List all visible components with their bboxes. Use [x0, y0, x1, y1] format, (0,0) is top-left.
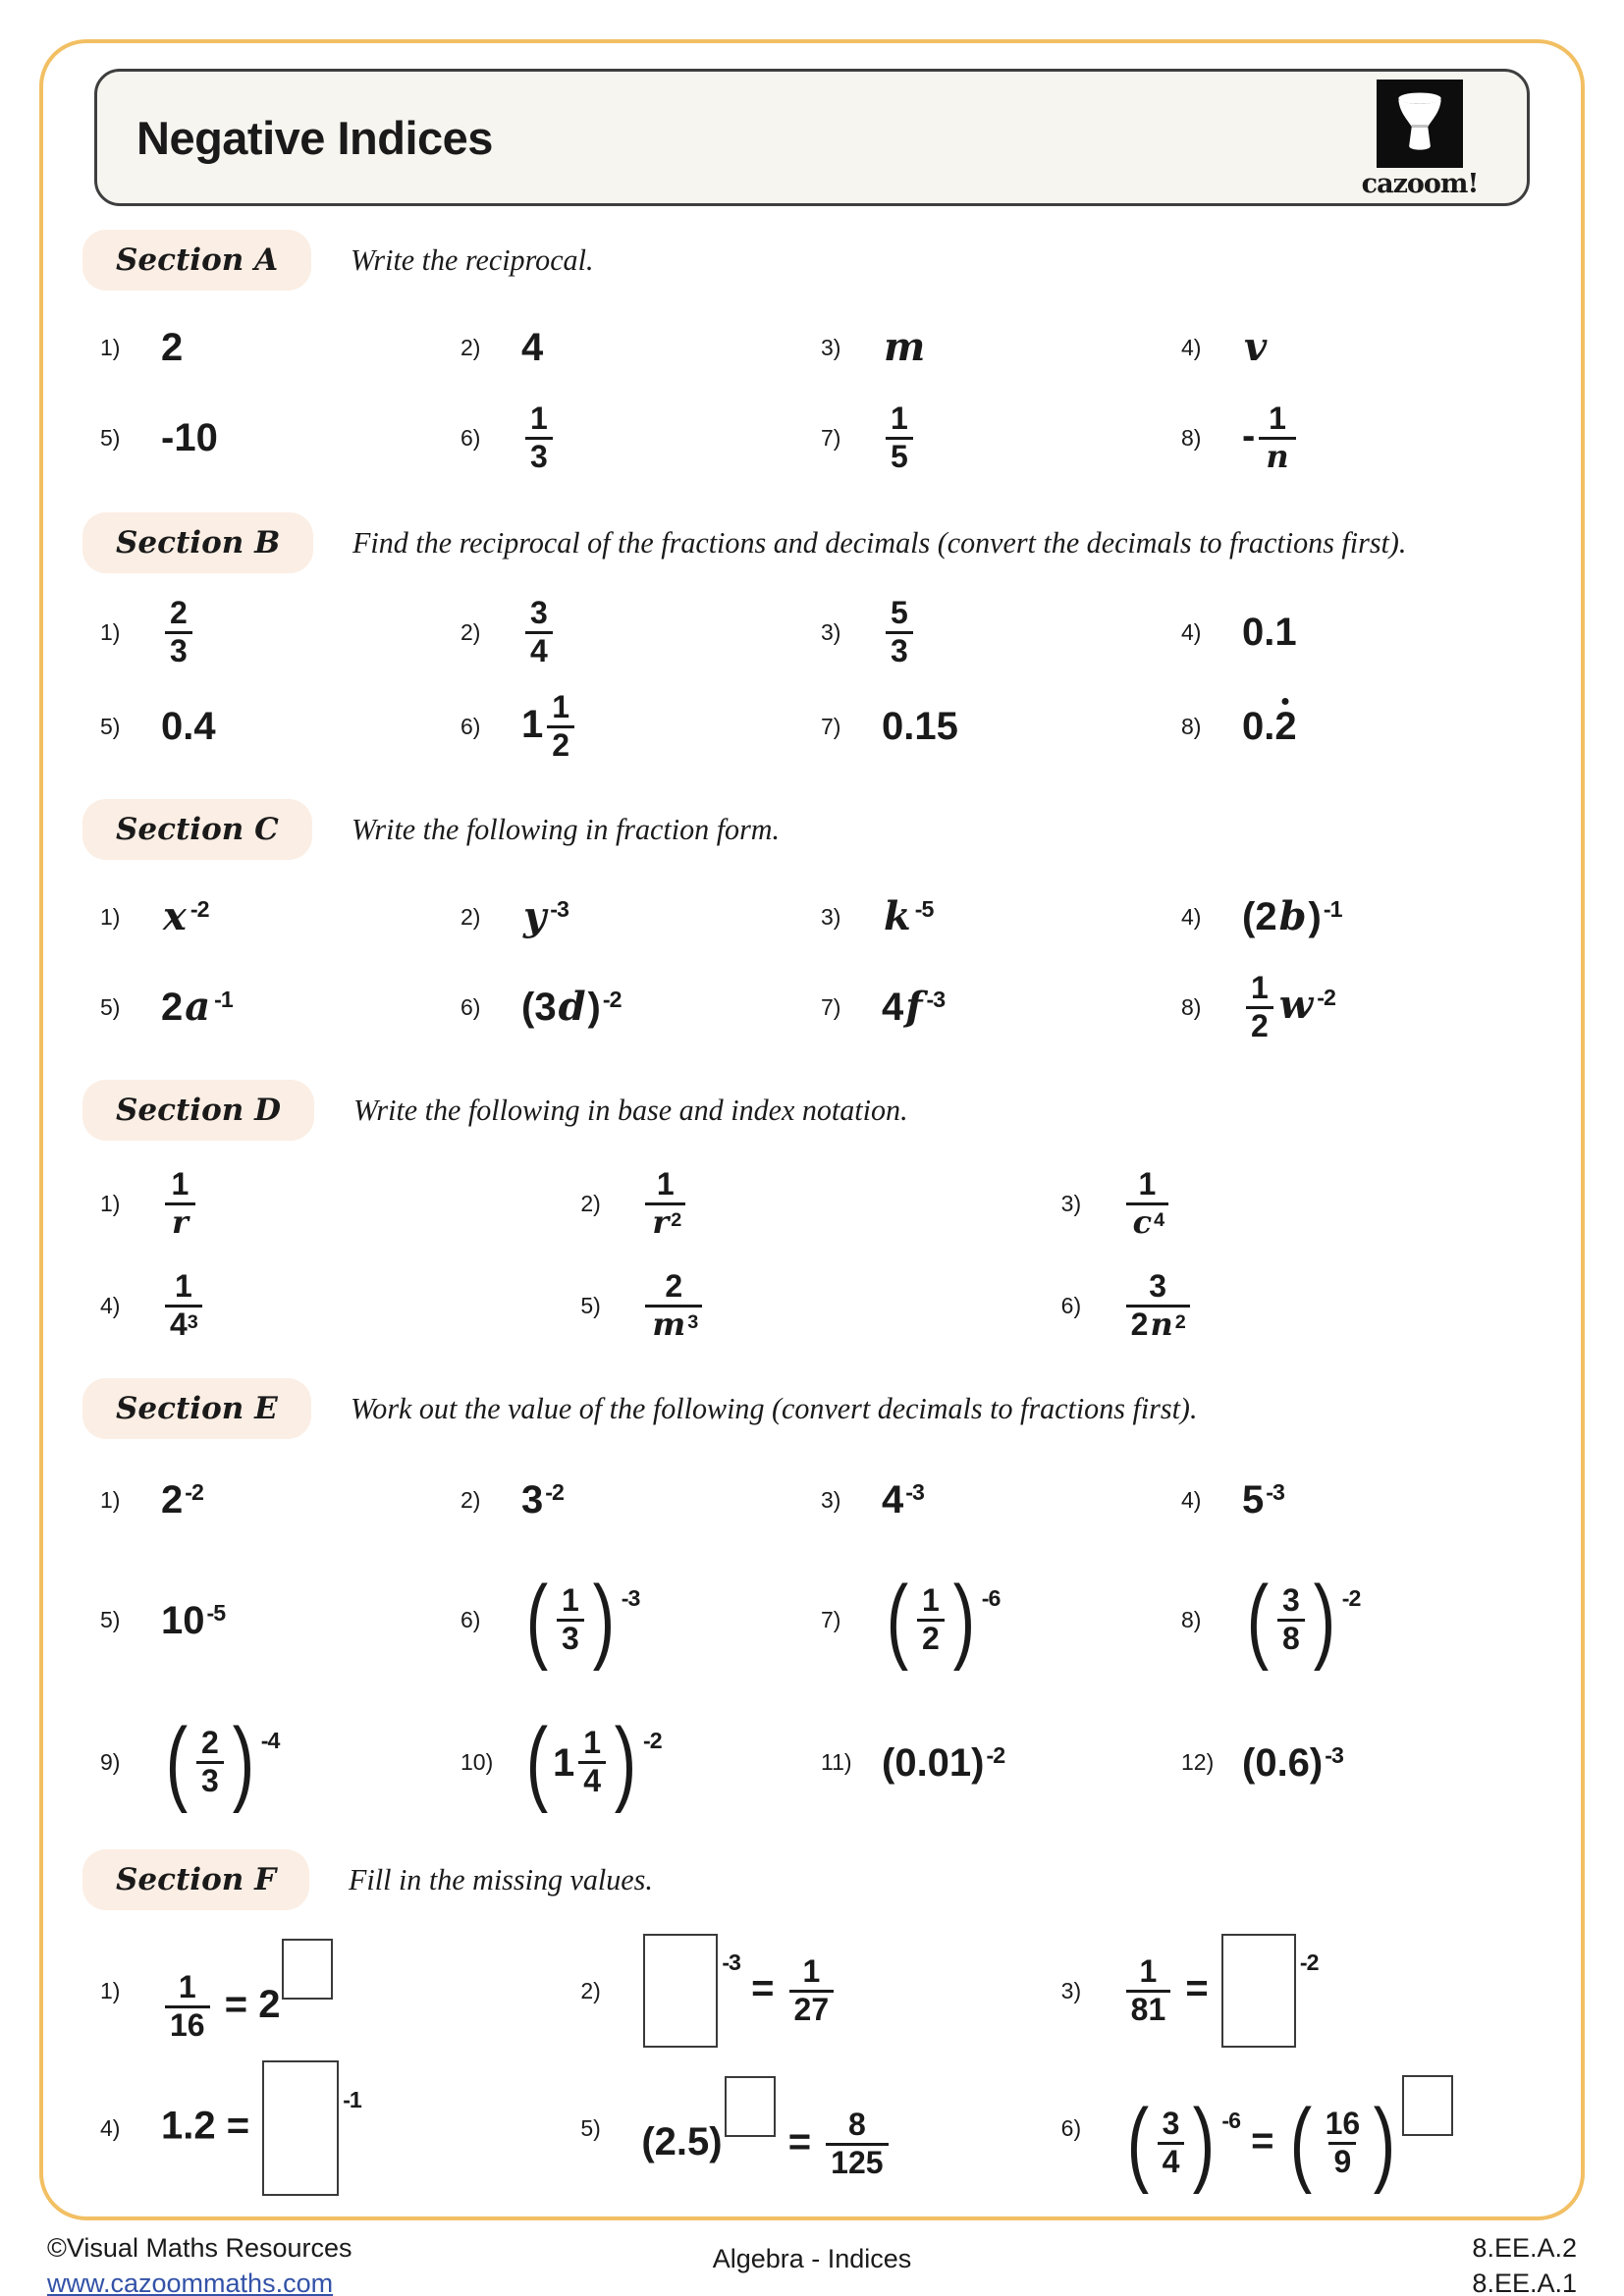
problem-number: 4): [1181, 1486, 1202, 1513]
problem-math: 5-3: [1242, 1478, 1284, 1522]
problems-grid: [100, 1152, 1542, 1357]
problem: [580, 1922, 1060, 2059]
problem-math: $\frac{1}{5}$: [882, 401, 917, 475]
problem: [821, 1451, 1181, 1549]
problem: [821, 872, 1181, 962]
problem-number: 5): [100, 424, 121, 451]
problem: [821, 1549, 1181, 1691]
problem: [580, 2059, 1060, 2197]
problem-math: v: [1244, 324, 1268, 370]
standard-code: 8.EE.A.1: [1472, 2269, 1577, 2296]
problem: [821, 585, 1181, 679]
section-header: [82, 799, 1551, 860]
problem-number: 2): [460, 903, 481, 930]
problem-number: 7): [821, 1607, 841, 1632]
problem: [460, 1691, 821, 1834]
problem: [460, 585, 821, 679]
section-instruction: Find the reciprocal of the fractions and decimals (convert the decimals to fractions first).: [352, 525, 1407, 560]
problem-math: ( $\frac{2}{3}$ ) -4: [165, 1709, 280, 1815]
problem-number: 4): [100, 1292, 121, 1318]
brand-logo: [1356, 80, 1484, 199]
section-instruction: Write the following in base and index notation.: [352, 1093, 908, 1127]
problem: [1181, 1451, 1542, 1549]
problem: [1061, 2059, 1542, 2197]
problem-number: 1): [100, 1977, 121, 2003]
problem-number: 1): [100, 618, 121, 645]
problems-grid: [100, 872, 1542, 1052]
problem-math: (2.5) = $\frac{8}{125}$: [641, 2076, 892, 2181]
problems-grid: [100, 1451, 1542, 1834]
problem-number: 6): [1060, 1292, 1082, 1318]
problem-number: 1): [100, 334, 121, 360]
problem-number: 1): [100, 1486, 121, 1513]
problem: [100, 1691, 460, 1834]
problem-number: 6): [460, 1607, 481, 1632]
problem-math: 1 $\frac{1}{2}$: [521, 690, 578, 764]
problem: [100, 1922, 580, 2059]
problem-number: 3): [821, 903, 841, 930]
title-box: [94, 69, 1530, 206]
problem-math: $\frac{3}{2n 2}$: [1122, 1269, 1194, 1343]
problem-math: $\frac{1}{81}$ = -2: [1122, 1934, 1319, 2048]
problem-math: 4-3: [882, 1478, 924, 1522]
problem-number: 5): [580, 2114, 601, 2141]
problem-number: 2): [460, 334, 481, 360]
problem: [1181, 1549, 1542, 1691]
copyright-text: ©Visual Maths Resources: [47, 2233, 352, 2263]
standard-codes: [1472, 2230, 1577, 2296]
problem-number: 5): [100, 713, 121, 739]
section-label: Section B: [82, 512, 313, 573]
problems-grid: [100, 1922, 1542, 2197]
answer-box: [1402, 2075, 1453, 2136]
problem: [1181, 872, 1542, 962]
problem-number: 5): [100, 993, 121, 1020]
problem-math: $\frac{1}{16}$ = 2: [161, 1939, 335, 2044]
problem-math: -3 = $\frac{1}{27}$: [641, 1934, 838, 2048]
problem: [1181, 585, 1542, 679]
problem-number: 7): [821, 424, 841, 451]
problems-grid: [100, 302, 1542, 483]
problem-number: 6): [460, 993, 481, 1020]
problem-math: y -3: [523, 893, 568, 939]
problem: [821, 302, 1181, 393]
problem: [460, 872, 821, 962]
problem: [100, 679, 460, 774]
website-link[interactable]: www.cazoommaths.com: [47, 2269, 334, 2296]
section-label: Section E: [82, 1378, 311, 1439]
problem-math: (0.6)-3: [1242, 1740, 1343, 1785]
problem-number: 7): [821, 993, 841, 1020]
problem-math: $\frac{5}{3}$: [882, 596, 917, 669]
problem-math: $\frac{1}{3}$: [521, 401, 557, 475]
problem: [100, 1451, 460, 1549]
problem-number: 4): [1181, 903, 1202, 930]
problem-number: 4): [1181, 618, 1202, 645]
problem: [821, 393, 1181, 483]
section-f: [82, 1849, 1551, 2197]
problem-math: $\frac{1}{r 2}$: [641, 1167, 689, 1241]
problem-number: 11): [821, 1749, 852, 1775]
problem-number: 3): [1060, 1977, 1082, 2003]
problem-number: 8): [1181, 993, 1202, 1020]
section-d: [82, 1080, 1551, 1357]
problem: [1181, 302, 1542, 393]
problem-math: (3d)-2: [521, 984, 622, 1030]
problem-number: 8): [1181, 1607, 1202, 1632]
problem: [1181, 1691, 1542, 1834]
problem-math: 2: [161, 326, 184, 369]
problem-math: ( $\frac{1}{3}$ ) -3: [525, 1567, 640, 1673]
problem: [100, 1549, 460, 1691]
problem-math: m: [884, 324, 926, 370]
section-header: [82, 230, 1551, 291]
problem-math: 1.2 = -1: [161, 2060, 361, 2196]
section-header: [82, 1378, 1551, 1439]
footer-left: [47, 2230, 352, 2296]
problem: [100, 585, 460, 679]
section-instruction: Write the reciprocal.: [351, 242, 594, 277]
problem-math: ( 1 $\frac{1}{4}$ ) -2: [525, 1709, 662, 1815]
problem-number: 2): [460, 1486, 481, 1513]
problem-math: 0.15: [882, 705, 958, 748]
problem-math: $\frac{1}{2}$ w -2: [1242, 971, 1335, 1044]
problem-math: $\frac{3}{4}$: [521, 596, 557, 669]
problem-number: 3): [821, 334, 841, 360]
problem: [460, 1549, 821, 1691]
problem: [100, 872, 460, 962]
problem: [460, 679, 821, 774]
section-a: [82, 230, 1551, 483]
problem-number: 4): [1181, 334, 1202, 360]
problem-math: (2b)-1: [1242, 893, 1342, 939]
problem-math: 2-2: [161, 1478, 203, 1522]
problem-number: 8): [1181, 713, 1202, 739]
problem: [460, 302, 821, 393]
problem: [460, 393, 821, 483]
problem-math: ( $\frac{1}{2}$ ) -6: [886, 1567, 1001, 1673]
problem-number: 6): [1060, 2114, 1082, 2141]
problem-math: ( $\frac{3}{4}$ ) -6 = ( $\frac{16}{9}$ ): [1122, 2075, 1455, 2182]
problem-math: k -5: [884, 893, 934, 939]
problem-math: 0.4: [161, 705, 216, 748]
problem: [1061, 1152, 1542, 1255]
problem-math: $\frac{1}{43}$: [161, 1269, 206, 1343]
section-b: [82, 512, 1551, 774]
page-title: Negative Indices: [136, 111, 493, 164]
problem-math: 10-5: [161, 1598, 226, 1642]
section-c: [82, 799, 1551, 1052]
problem-math: 3-2: [521, 1478, 564, 1522]
section-label: Section D: [82, 1080, 314, 1141]
problem-number: 6): [460, 713, 481, 739]
problem: [100, 1255, 580, 1357]
problem-number: 2): [460, 618, 481, 645]
problem-math: 4: [521, 326, 544, 369]
problem-math: -10: [161, 416, 218, 459]
problem-number: 5): [580, 1292, 601, 1318]
problem-math: $\frac{1}{r}$: [161, 1167, 199, 1241]
problem: [580, 1255, 1060, 1357]
drum-icon: [1377, 80, 1463, 168]
section-instruction: Write the following in fraction form.: [351, 812, 780, 846]
logo-text: cazoom!: [1361, 169, 1479, 199]
problem: [100, 1152, 580, 1255]
problem-math: 4f -3: [882, 984, 946, 1030]
problem-math: - $\frac{1}{n}$: [1242, 401, 1300, 475]
problem: [100, 2059, 580, 2197]
problem-math: $\frac{2}{3}$: [161, 596, 196, 669]
section-header: [82, 1080, 1551, 1141]
answer-box: [643, 1934, 718, 2048]
section-instruction: Work out the value of the following (convert decimals to fractions first).: [350, 1391, 1198, 1425]
problem: [580, 1152, 1060, 1255]
worksheet-border: [39, 39, 1585, 2220]
sections-container: [43, 230, 1581, 2197]
problem-number: 3): [821, 1486, 841, 1513]
problem: [821, 679, 1181, 774]
section-header: [82, 512, 1551, 573]
problem: [1181, 393, 1542, 483]
answer-box: [1221, 1934, 1296, 2048]
section-instruction: Fill in the missing values.: [349, 1862, 653, 1896]
problem-number: 5): [100, 1607, 121, 1632]
problem: [1061, 1255, 1542, 1357]
problem: [460, 962, 821, 1052]
problem-number: 6): [460, 424, 481, 451]
problem-math: 2a -1: [161, 984, 233, 1030]
problem-number: 7): [821, 713, 841, 739]
section-label: Section A: [82, 230, 311, 291]
problem-number: 12): [1181, 1749, 1215, 1775]
answer-box: [725, 2076, 776, 2137]
problem-math: 0.1: [1242, 611, 1297, 654]
problem-math: 0.2: [1242, 705, 1297, 748]
problem: [460, 1451, 821, 1549]
problem: [1061, 1922, 1542, 2059]
answer-box: [282, 1939, 333, 2000]
problem-number: 3): [1060, 1190, 1082, 1216]
problem-number: 1): [100, 1190, 121, 1216]
problem: [100, 962, 460, 1052]
standard-code: 8.EE.A.2: [1472, 2233, 1577, 2263]
problem: [100, 302, 460, 393]
answer-box: [262, 2060, 339, 2196]
worksheet-category: Algebra - Indices: [712, 2244, 912, 2273]
problem-number: 2): [580, 1190, 601, 1216]
problem-math: x -2: [163, 893, 209, 939]
footer: [47, 2230, 1577, 2296]
section-label: Section F: [82, 1849, 309, 1910]
problems-grid: [100, 585, 1542, 774]
problem-number: 1): [100, 903, 121, 930]
section-e: [82, 1378, 1551, 1834]
problem-math: $\frac{1}{c 4}$: [1122, 1167, 1173, 1241]
problem-number: 9): [100, 1749, 121, 1775]
problem-number: 2): [580, 1977, 601, 2003]
problem-number: 3): [821, 618, 841, 645]
problem: [1181, 679, 1542, 774]
problem-math: $\frac{2}{m 3}$: [641, 1269, 706, 1343]
problem-number: 8): [1181, 424, 1202, 451]
problem-number: 10): [460, 1749, 494, 1775]
problem: [1181, 962, 1542, 1052]
problem: [821, 962, 1181, 1052]
section-header: [82, 1849, 1551, 1910]
problem-number: 4): [100, 2114, 121, 2141]
problem-math: ( $\frac{3}{8}$ ) -2: [1246, 1567, 1361, 1673]
problem-math: (0.01)-2: [882, 1740, 1005, 1785]
problem: [821, 1691, 1181, 1834]
problem: [100, 393, 460, 483]
section-label: Section C: [82, 799, 312, 860]
